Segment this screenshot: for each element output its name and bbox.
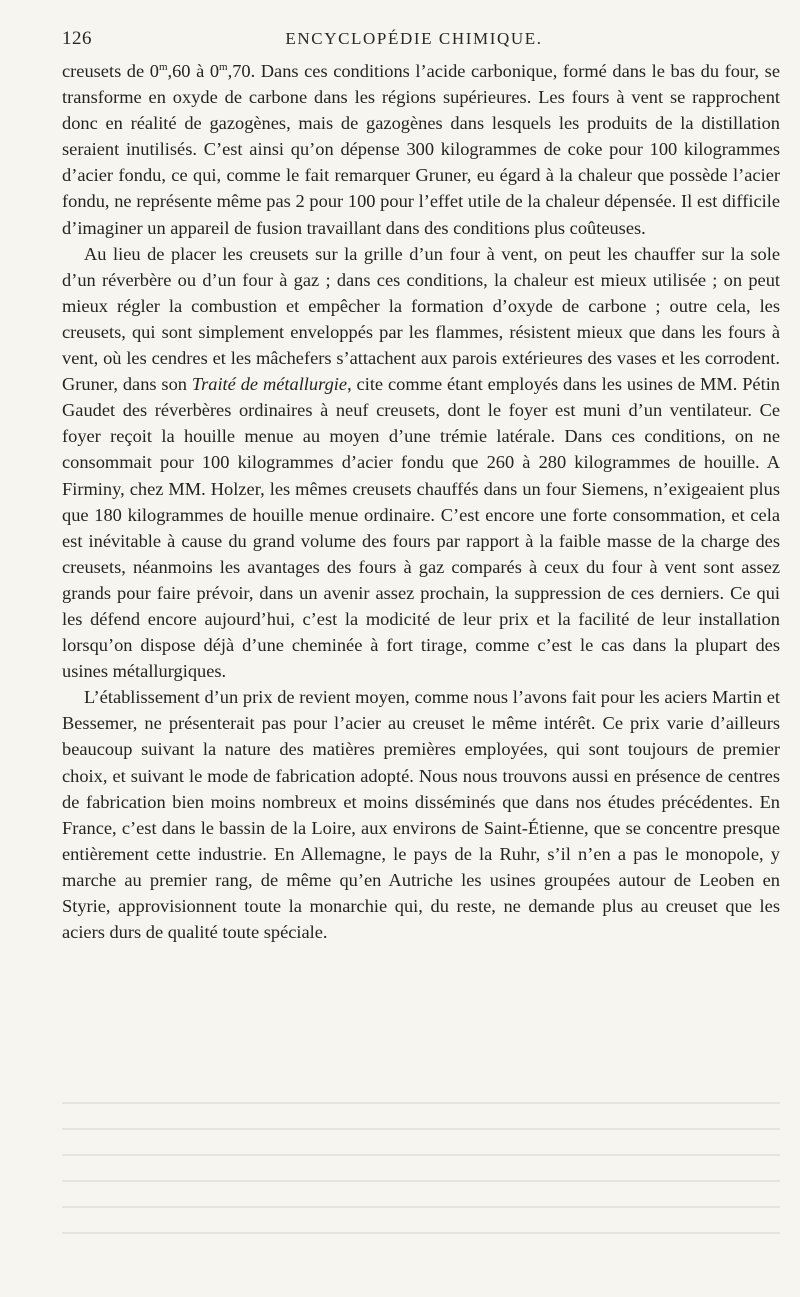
- body-text: [62, 58, 780, 945]
- running-title: ENCYCLOPÉDIE CHIMIQUE.: [285, 29, 543, 48]
- paragraph-3: L’établissement d’un prix de revient moyen, comme nous l’avons fait pour les aciers Martin et Bessemer, ne présenterait pas pour l’acier au creuset le même intérêt. Ce prix varie d’ailleurs beaucoup suivant la nature des matières premières employées, qui sont toujours de premier choix, et suivant le mode de fabrication adopté. Nous nous trouvons aussi en présence de centres de fabrication bien moins nombreux et moins disséminés que dans nos études précédentes. En France, c’est dans le bassin de la Loire, aux environs de Saint-Étienne, que se concentre presque entièrement cette industrie. En Allemagne, le pays de la Ruhr, s’il n’en a pas le monopole, y marche au premier rang, de même qu’en Autriche les usines groupées autour de Leoben en Styrie, approvisionnent toute la monarchie qui, du reste, ne demande plus au creuset que les aciers durs de qualité toute spéciale.: [62, 687, 780, 943]
- p1-text-a: creusets de 0: [62, 61, 159, 81]
- p1-text-b: ,60 à 0: [167, 61, 220, 81]
- paragraph-2: [62, 241, 780, 685]
- p2-text-a: Au lieu de placer les creusets sur la grille d’un four à vent, on peut les chauffer sur la sole d’un réverbère ou d’un four à gaz ; dans ces conditions, la chaleur est mieux utilisée ; on peut mieux régler la combustion et empêcher la formation d’oxyde de carbone ; outre cela, les creusets, qui sont simplement enveloppés par les flammes, résistent mieux que dans les fours à vent, où les cendres et les mâchefers s’attachent aux parois extérieures des vases et les corrodent. Gruner, dans son: [62, 243, 780, 395]
- show-through-text: [62, 1090, 780, 1240]
- running-header: [62, 28, 766, 52]
- p1-text-c: ,70. Dans ces conditions l’acide carbonique, formé dans le bas du four, se transforme en oxyde de carbone dans les régions supérieures. Les fours à vent se rapprochent donc en réalité de gazogènes, mais de gazogènes dans lesquels les produits de la distillation seraient inutilisés. C’est ainsi qu’on dépense 300 kilogrammes de coke pour 100 kilogrammes d’acier fondu, ce qui, comme le fait remarquer Gruner, eu égard à la chaleur que possède l’acier fondu, ne représente même pas 2 pour 100 pour l’effet utile de la chaleur dépensée. Il est difficile d’imaginer un appareil de fusion travaillant dans des conditions plus coûteuses.: [62, 61, 780, 238]
- book-title-italic: Traité de métallurgie: [191, 374, 348, 395]
- p1-superscript-1: m: [158, 60, 168, 73]
- p2-text-b: , cite comme étant employés dans les usines de MM. Pétin Gaudet des réverbères ordinaires à neuf creusets, dont le foyer est muni d’un ventilateur. Ce foyer reçoit la houille menue au moyen d’une trémie latérale. Dans ces conditions, on ne consommait pour 100 kilogrammes d’acier fondu que 260 à 280 kilogrammes de houille. A Firminy, chez MM. Holzer, les mêmes creusets chauffés dans un four Siemens, n’exigeaient plus que 180 kilogrammes de houille menue ordinaire. C’est encore une forte consommation, et cela est inévitable à cause du grand volume des fours par rapport à la faible masse de la charge des creusets, néanmoins les avantages des fours à gaz comparés à ceux du four à vent sont assez grands pour faire prévoir, dans un avenir assez prochain, la suppression de ces derniers. Ce qui les défend encore aujourd’hui, c’est la modicité de leur prix et la facilité de leur installation lorsqu’on dispose déjà d’une cheminée à fort tirage, comme c’est le cas dans la plupart des usines métallurgiques.: [62, 374, 780, 682]
- page-number: 126: [62, 28, 92, 49]
- paragraph-1: [62, 58, 780, 241]
- p1-superscript-2: m: [219, 60, 228, 73]
